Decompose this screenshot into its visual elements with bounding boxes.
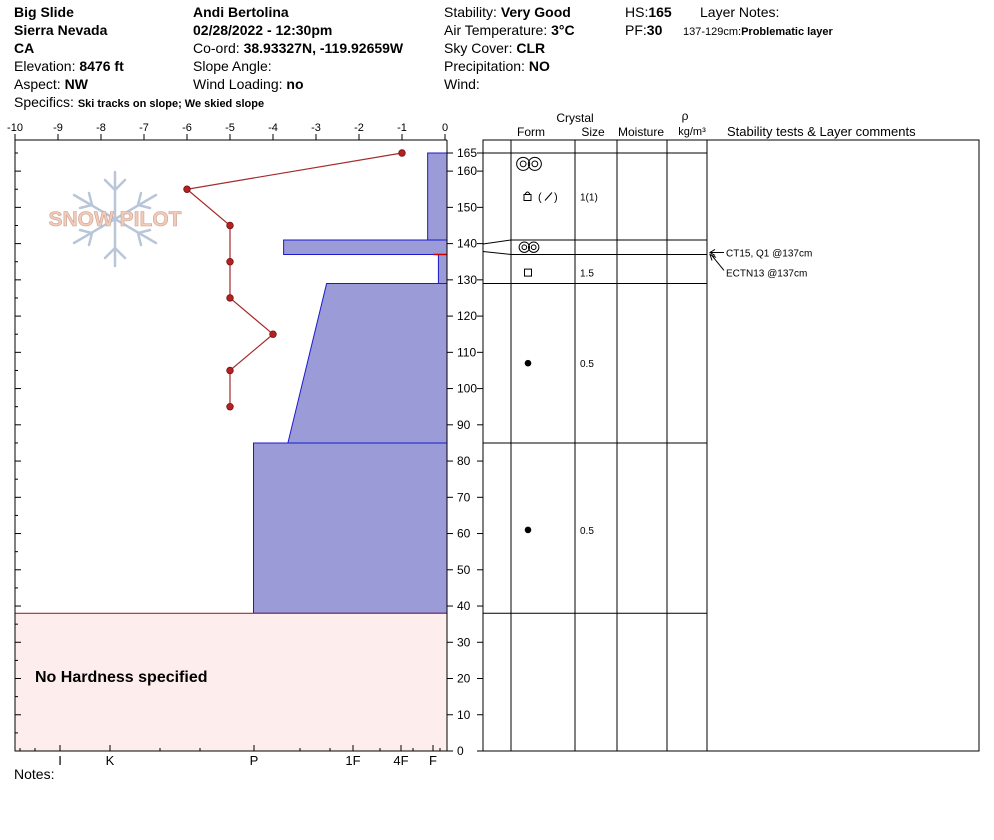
temperature-tick-label: -8	[96, 122, 106, 134]
height-tick-label: 120	[457, 309, 478, 324]
hardness-layer	[288, 283, 447, 442]
temperature-tick-label: -1	[397, 122, 407, 134]
header-rho: ρ	[681, 109, 689, 123]
temperature-tick-label: -9	[53, 122, 63, 134]
boundary-connector	[483, 251, 511, 254]
header-comments: Stability tests & Layer comments	[727, 124, 916, 139]
header-moisture: Moisture	[617, 125, 665, 139]
temperature-point	[184, 186, 191, 193]
height-tick-label: 150	[457, 200, 478, 215]
height-tick-label: 140	[457, 236, 478, 251]
temperature-point	[227, 403, 234, 410]
temperature-tick-label: -7	[139, 122, 149, 134]
slope-angle: Slope Angle:	[193, 58, 272, 74]
hardness-layer	[284, 240, 447, 254]
precipitation: Precipitation: NO	[444, 58, 550, 74]
temperature-tick-label: -5	[225, 122, 235, 134]
height-tick-label: 100	[457, 381, 478, 396]
air-temperature: Air Temperature: 3°C	[444, 22, 575, 38]
datetime: 02/28/2022 - 12:30pm	[193, 22, 333, 38]
faceted-rounded-icon	[545, 192, 552, 200]
precipitation-particles-icon	[517, 157, 530, 170]
stability-test-label: CT15, Q1 @137cm	[726, 248, 813, 260]
temperature-point	[270, 331, 277, 338]
layer-note: 137-129cm:Problematic layer	[683, 26, 833, 38]
pf: PF:30	[625, 22, 663, 38]
hardness-label: 4F	[393, 753, 409, 768]
temperature-point	[399, 150, 406, 157]
rounded-grain-icon	[525, 527, 532, 534]
crystal-size: 0.5	[580, 359, 594, 371]
hardness-label: P	[249, 753, 259, 768]
temperature-point	[227, 222, 234, 229]
header-crystal: Crystal	[556, 111, 594, 125]
temperature-point	[227, 367, 234, 374]
precipitation-particles-icon	[520, 161, 526, 167]
aspect: Aspect: NW	[14, 76, 88, 92]
height-tick-label: 90	[457, 417, 471, 432]
elevation: Elevation: 8476 ft	[14, 58, 124, 74]
temperature-point	[227, 295, 234, 302]
temperature-tick-label: -2	[354, 122, 364, 134]
height-tick-label: 30	[457, 635, 471, 650]
crystal-size: 1(1)	[580, 192, 598, 204]
height-tick-label: 165	[457, 146, 478, 160]
header-form: Form	[517, 125, 545, 139]
precipitation-particles-icon	[522, 245, 527, 250]
hardness-layer	[438, 254, 447, 283]
height-tick-label: 50	[457, 562, 471, 577]
temperature-tick-label: -4	[268, 122, 278, 134]
header-size: Size	[581, 125, 605, 139]
height-tick-label: 160	[457, 164, 478, 179]
wind: Wind:	[444, 76, 480, 92]
hardness-label: 1F	[345, 753, 361, 768]
precipitation-particles-icon	[528, 157, 541, 170]
height-tick-label: 130	[457, 272, 478, 287]
hardness-label: K	[105, 753, 115, 768]
hardness-label: F	[429, 753, 437, 768]
precipitation-particles-icon	[531, 245, 536, 250]
temperature-tick-label: 0	[441, 122, 449, 134]
precipitation-particles-icon	[519, 242, 529, 252]
wind-loading: Wind Loading: no	[193, 76, 304, 92]
boundary-connector	[483, 240, 511, 244]
temperature-point	[227, 258, 234, 265]
height-tick-label: 40	[457, 599, 471, 614]
temperature-tick-label: -6	[182, 122, 192, 134]
layer-table	[483, 140, 979, 751]
rounded-grain-icon	[525, 360, 532, 367]
hardness-layer	[428, 153, 447, 240]
stability-test-label: ECTN13 @137cm	[726, 268, 808, 280]
observer: Andi Bertolina	[193, 4, 289, 20]
precipitation-particles-icon	[532, 161, 538, 167]
location-state: CA	[14, 40, 35, 56]
location-range: Sierra Nevada	[14, 22, 108, 38]
header-density: kg/m³	[678, 126, 706, 138]
crystal-size: 0.5	[580, 525, 594, 537]
faceted-rounded-icon: )	[554, 191, 558, 204]
layer-notes-label: Layer Notes:	[700, 4, 780, 20]
no-hardness-label: No Hardness specified	[35, 669, 208, 686]
faceted-crystal-icon	[525, 269, 532, 276]
temperature-tick-label: -10	[7, 122, 23, 134]
location-name: Big Slide	[14, 4, 74, 20]
height-tick-label: 60	[457, 526, 471, 541]
temperature-tick-label: -3	[311, 122, 321, 134]
hardness-layer	[254, 443, 448, 613]
faceted-rounded-icon	[524, 194, 531, 200]
stability: Stability: Very Good	[444, 4, 571, 20]
height-tick-label: 20	[457, 671, 471, 686]
specifics: Specifics: Ski tracks on slope; We skied slope	[14, 94, 265, 110]
height-tick-label: 70	[457, 490, 471, 505]
crystal-size: 1.5	[580, 268, 594, 280]
precipitation-particles-icon	[528, 242, 538, 252]
height-tick-label: 0	[457, 744, 464, 758]
height-tick-label: 110	[457, 345, 477, 360]
height-tick-label: 80	[457, 454, 471, 469]
sky-cover: Sky Cover: CLR	[444, 40, 546, 56]
notes: Notes:	[14, 766, 55, 782]
stability-test-pointer	[711, 254, 724, 270]
watermark-text: SNOW PILOT	[48, 208, 182, 231]
hardness-label: I	[58, 753, 62, 768]
snowpilot-logo	[49, 172, 182, 266]
faceted-rounded-icon: (	[538, 191, 542, 204]
height-tick-label: 10	[457, 707, 471, 722]
hs: HS:165	[625, 4, 672, 20]
coordinates: Co-ord: 38.93327N, -119.92659W	[193, 40, 404, 56]
